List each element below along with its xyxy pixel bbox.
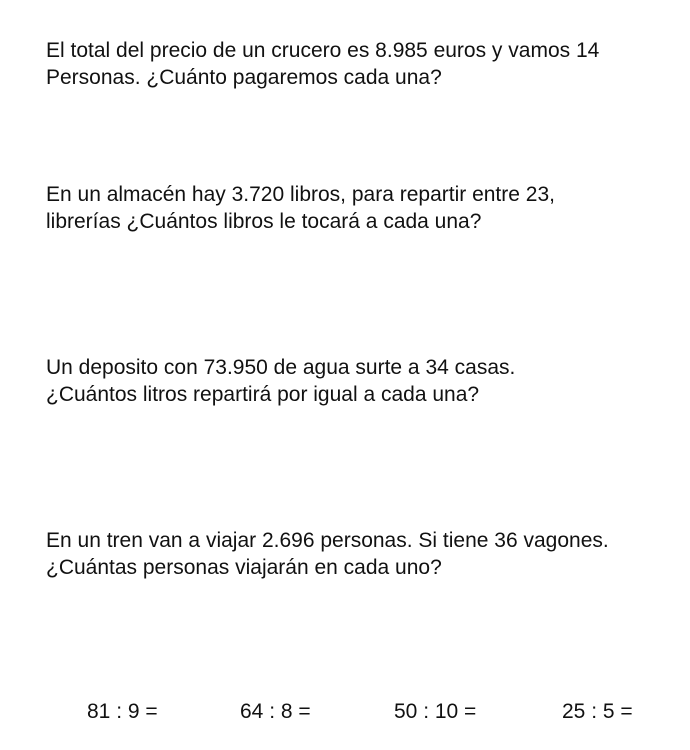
problem-4-line-1: En un tren van a viajar 2.696 personas. Si tiene 36 vagones. <box>46 529 609 552</box>
problem-2 <box>46 181 555 235</box>
problem-4-line-2: ¿Cuántas personas viajarán en cada uno? <box>46 556 442 579</box>
operation-4: 25 : 5 = <box>562 700 633 723</box>
problem-1-line-2: Personas. ¿Cuánto pagaremos cada una? <box>46 66 442 89</box>
problem-2-line-1: En un almacén hay 3.720 libros, para repartir entre 23, <box>46 183 555 206</box>
problem-3 <box>46 354 515 408</box>
problem-4 <box>46 527 609 581</box>
operation-3: 50 : 10 = <box>394 700 477 723</box>
division-operations-row <box>0 700 690 728</box>
problem-1-line-1: El total del precio de un crucero es 8.985 euros y vamos 14 <box>46 39 600 62</box>
problem-1 <box>46 37 599 91</box>
operation-2: 64 : 8 = <box>240 700 311 723</box>
operation-1: 81 : 9 = <box>87 700 158 723</box>
problem-3-line-2: ¿Cuántos litros repartirá por igual a cada una? <box>46 383 480 406</box>
problem-2-line-2: librerías ¿Cuántos libros le tocará a cada una? <box>46 210 482 233</box>
problem-3-line-1: Un deposito con 73.950 de agua surte a 34 casas. <box>46 356 516 379</box>
